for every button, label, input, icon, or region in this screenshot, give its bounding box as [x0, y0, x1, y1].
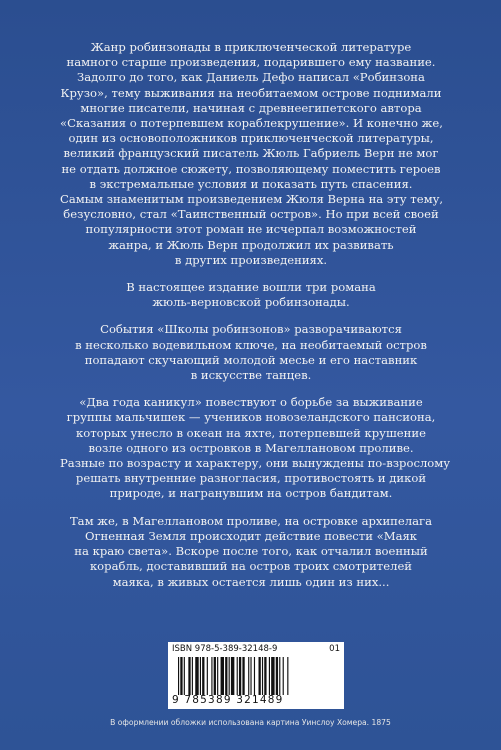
barcode-bar [221, 657, 224, 695]
text-line: Там же, в Магеллановом проливе, на островке архипелага [69, 513, 433, 528]
barcode-bar [200, 657, 201, 695]
text-line: на краю света». Вскоре после того, как отчалил военный [74, 544, 428, 559]
barcode-bar [262, 657, 263, 695]
text-line: великий французский писатель Жюль Габриель Верн не мог [63, 146, 439, 161]
text-line: возле одного из островков в Магеллановом проливе. [88, 440, 414, 455]
isbn-number: ISBN 978-5-389-32148-9 [172, 644, 278, 654]
text-line: маяка, в живых остается лишь один из них... [112, 574, 390, 589]
barcode-bar [231, 657, 234, 695]
barcode-bar [192, 657, 193, 695]
text-line: в других произведениях. [174, 252, 328, 267]
barcode-bar [178, 657, 179, 695]
barcode-bar [225, 657, 227, 695]
text-line: многие писатели, начиная с древнеегипетского автора [80, 100, 422, 115]
text-line: «Сказания о потерпевшем кораблекрушение». И конечно же, [60, 116, 443, 131]
text-line: намного старше произведения, подарившего ему название. [66, 55, 436, 70]
barcode-bar [264, 657, 266, 695]
barcode-bar [269, 657, 270, 695]
text-line: Огненная Земля происходит действие повести «Маяк [84, 528, 418, 543]
text-line: Самым знаменитым произведением Жюля Верна на эту тему, [60, 192, 444, 207]
barcode-bar [214, 657, 216, 695]
annotation-text [60, 40, 451, 602]
text-line: «Два года каникул» повествуют о борьбе за выживание [79, 395, 423, 410]
barcode-bar [254, 657, 255, 695]
barcode-bar [276, 657, 278, 695]
barcode-bar [239, 657, 241, 695]
text-line: один из основоположников приключенческой литературы, [68, 131, 434, 146]
barcode-bar [242, 657, 244, 695]
barcode-bar [287, 657, 288, 695]
text-line: В настоящее издание вошли три романа [126, 280, 376, 295]
text-line: в искусстве танцев. [190, 368, 312, 383]
text-line: Крузо», тему выживания на необитаемом острове поднимали [60, 85, 442, 100]
paragraph-4 [60, 395, 451, 501]
text-line: решать внутренние разногласия, противостоять и дикой [75, 471, 427, 486]
barcode-bar [248, 657, 249, 695]
barcode-bar [184, 657, 185, 695]
barcode-bar [259, 657, 261, 695]
barcode-bar [229, 657, 230, 695]
barcode-bar [279, 657, 280, 695]
barcode-bar [180, 657, 182, 695]
isbn-addon: 01 [329, 644, 340, 654]
text-line: безусловно, стал «Таинственный остров». Но при всей своей [63, 207, 439, 222]
barcode-bars [178, 657, 336, 695]
text-line: жанра, и Жюль Верн продолжил их развивать [108, 237, 394, 252]
barcode-bar [217, 657, 218, 695]
text-line: группы мальчишек — учеников новозеландского пансиона, [66, 410, 436, 425]
text-line: которых унесло в океан на яхте, потерпевшей крушение [76, 425, 426, 440]
barcode-bar [211, 657, 212, 695]
text-line: Разные по возрасту и характеру, они вынуждены по-взрослому [60, 456, 451, 471]
barcode-bar [237, 657, 238, 695]
isbn-header [172, 644, 340, 656]
paragraph-5 [60, 514, 442, 590]
text-line: природе, и награнувшим на остров бандитам. [109, 486, 393, 501]
text-line: в экстремальные условия и показать путь спасения. [89, 176, 413, 191]
barcode-bar [202, 657, 204, 695]
isbn-barcode [168, 642, 344, 709]
barcode-digits: 9 785389 321489 [172, 694, 284, 706]
text-line: жюль-верновской робинзонады. [152, 295, 350, 310]
paragraph-3 [60, 322, 442, 383]
text-line: Задолго до того, как Даниель Дефо написал «Робинзона [77, 70, 425, 85]
text-line: Жанр робинзонады в приключенческой литературе [90, 40, 412, 54]
paragraph-1 [60, 40, 442, 268]
text-line: в несколько водевильном ключе, на необитаемый остров [75, 337, 427, 352]
text-line: попадают скучающий молодой месье и его наставник [84, 352, 418, 367]
barcode-bar [207, 657, 208, 695]
barcode-bar [250, 657, 251, 695]
text-line: События «Школы робинзонов» разворачиваются [100, 322, 402, 337]
text-line: популярности этот роман не исчерпал возможностей [85, 222, 417, 237]
barcode-bar [195, 657, 198, 695]
barcode-bar [283, 657, 284, 695]
text-line: корабль, доставивший на остров троих смотрителей [89, 559, 413, 574]
cover-credit: В оформлении обложки использована картина Уинслоу Хомера. 1875 [110, 718, 391, 727]
barcode-bar [271, 657, 274, 695]
barcode-bar [188, 657, 190, 695]
paragraph-2 [60, 280, 442, 310]
text-line: не отдать должное сюжету, позволяющему поместить героев [61, 161, 441, 176]
